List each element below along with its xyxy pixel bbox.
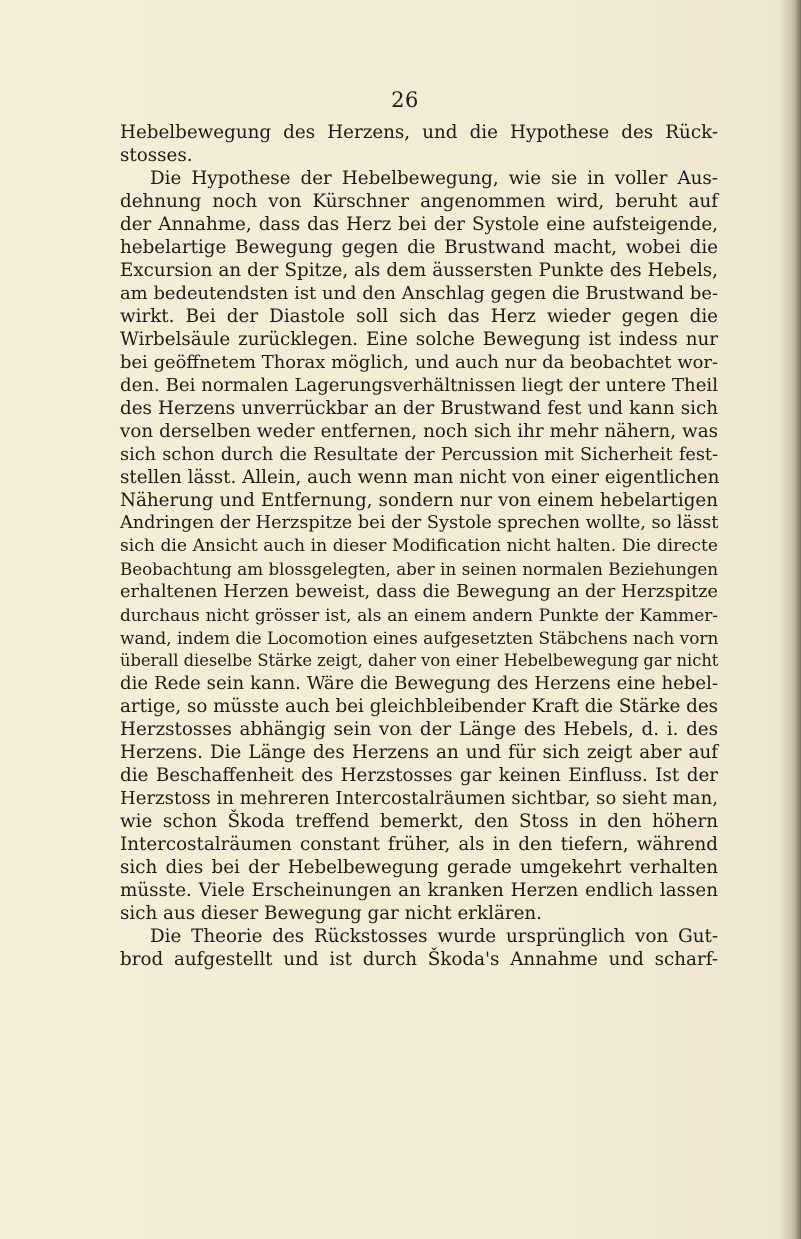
- text-line: des Herzens unverrückbar an der Brustwand fest und kann sich: [120, 397, 718, 419]
- text-line: müsste. Viele Erscheinungen an kranken Herzen endlich lassen: [120, 879, 718, 901]
- text-line: Die Theorie des Rückstosses wurde ursprünglich von Gut-: [150, 925, 718, 947]
- text-line: dehnung noch von Kürschner angenommen wird, beruht auf: [120, 190, 718, 212]
- text-line: der Annahme, dass das Herz bei der Systole eine aufsteigende,: [120, 213, 718, 235]
- text-line: Andringen der Herzspitze bei der Systole sprechen wollte, so lässt: [120, 513, 719, 534]
- text-line: Herzstosses abhängig sein von der Länge des Hebels, d. i. des: [120, 719, 718, 741]
- page-edge-shadow: [779, 0, 801, 1239]
- text-line: artige, so müsste auch bei gleichbleibender Kraft die Stärke des: [120, 696, 719, 718]
- page-number: 26: [391, 88, 419, 112]
- body-text: [120, 122, 718, 972]
- text-line: stellen lässt. Allein, auch wenn man nicht von einer eigentlichen: [120, 466, 720, 488]
- text-line: wand, indem die Locomotion eines aufgesetzten Stäbchens nach vorn: [120, 628, 719, 649]
- text-line: Intercostalräumen constant früher, als in den tiefern, während: [120, 834, 718, 856]
- text-line: hebelartige Bewegung gegen die Brustwand macht, wobei die: [120, 236, 718, 258]
- text-line: wie schon Škoda treffend bemerkt, den Stoss in den höhern: [120, 811, 718, 833]
- text-line: sich schon durch die Resultate der Percussion mit Sicherheit fest-: [120, 444, 718, 465]
- text-line: die Rede sein kann. Wäre die Bewegung des Herzens eine hebel-: [120, 673, 718, 695]
- text-line: Hebelbewegung des Herzens, und die Hypothese des Rück-: [120, 122, 718, 143]
- text-line: am bedeutendsten ist und den Anschlag gegen die Brustwand be-: [120, 282, 718, 304]
- text-line: die Beschaffenheit des Herzstosses gar keinen Einfluss. Ist der: [120, 765, 718, 787]
- text-line: von derselben weder entfernen, noch sich ihr mehr nähern, was: [120, 420, 718, 442]
- text-line: überall dieselbe Stärke zeigt, daher von einer Hebelbewegung gar nicht: [120, 651, 719, 671]
- text-line: Wirbelsäule zurücklegen. Eine solche Bewegung ist indess nur: [120, 328, 718, 350]
- text-line: sich aus dieser Bewegung gar nicht erklären.: [120, 902, 542, 924]
- text-line: Beobachtung am blossgelegten, aber in seinen normalen Beziehungen: [120, 559, 718, 580]
- text-line: den. Bei normalen Lagerungsverhältnissen liegt der untere Theil: [120, 374, 718, 396]
- text-line: brod aufgestellt und ist durch Škoda's Annahme und scharf-: [120, 948, 718, 970]
- text-line: sich dies bei der Hebelbewegung gerade umgekehrt verhalten: [120, 857, 718, 878]
- text-line: durchaus nicht grösser ist, als an einem andern Punkte der Kammer-: [120, 605, 718, 626]
- text-line: bei geöffnetem Thorax möglich, und auch nur da beobachtet wor-: [120, 351, 718, 373]
- text-line: Herzstoss in mehreren Intercostalräumen sichtbar, so sieht man,: [120, 788, 718, 810]
- text-line: erhaltenen Herzen beweist, dass die Bewegung an der Herzspitze: [120, 582, 718, 603]
- text-line: Herzens. Die Länge des Herzens an und für sich zeigt aber auf: [120, 742, 718, 764]
- text-line: wirkt. Bei der Diastole soll sich das Herz wieder gegen die: [120, 305, 718, 327]
- text-line: Die Hypothese der Hebelbewegung, wie sie in voller Aus-: [150, 167, 718, 189]
- text-line: sich die Ansicht auch in dieser Modification nicht halten. Die directe: [120, 536, 718, 557]
- text-line: Excursion an der Spitze, als dem äussersten Punkte des Hebels,: [120, 259, 718, 281]
- text-line: stosses.: [120, 144, 193, 166]
- text-line: Näherung und Entfernung, sondern nur von einem hebelartigen: [120, 489, 718, 511]
